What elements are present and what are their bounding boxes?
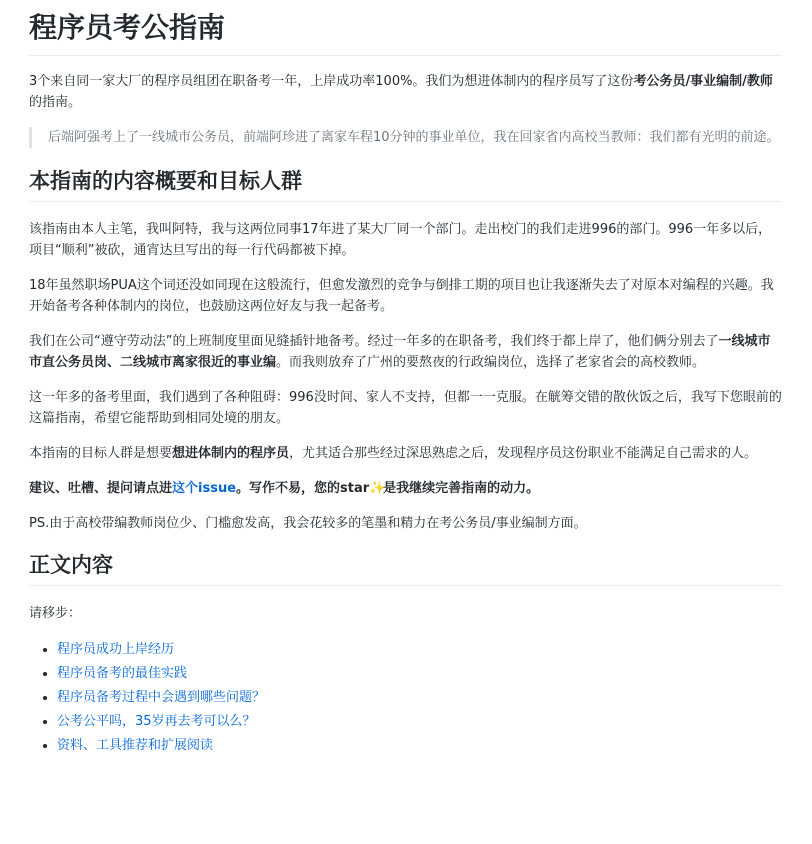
issue-link-label: 这个issue [172, 481, 237, 496]
chapter-link-list [29, 638, 782, 758]
body-lead: 请移步： [29, 606, 82, 621]
chapter-link-resources[interactable]: 资料、工具推荐和扩展阅读 [57, 738, 214, 753]
p3-bold-1: 一线城市市直公务员岗 [29, 334, 771, 370]
scope-paragraph-4: 这一年多的备考里面，我们遇到了各种阻碍：996没时间、家人不支持，但都一一克服。在觥筹交错的散伙饭之后，我写下您眼前的这篇指南，希望它能帮助到相同处境的朋友。 [29, 390, 782, 426]
p5-text-a: 本指南的目标人群是想要 [29, 446, 173, 461]
quote-text: 后端阿强考上了一线城市公务员，前端阿珍进了离家车程10分钟的事业单位，我在回家省内高校当教师：我们都有光明的前途。 [48, 130, 780, 145]
list-item [57, 734, 782, 758]
page-title: 程序员考公指南 [29, 0, 782, 56]
scope-paragraph-1: 该指南由本人主笔，我叫阿特，我与这两位同事17年进了某大厂同一个部门。走出校门的我们走进996的部门。996一年多以后，项目“顺利”被砍，通宵达旦写出的每一行代码都被下掉。 [29, 222, 772, 258]
section-heading-scope: 本指南的内容概要和目标人群 [29, 166, 782, 202]
quote-block [29, 127, 782, 148]
p3-text-c: 。而我则放弃了广州的要熬夜的行政编岗位，选择了老家省会的高校教师。 [276, 355, 706, 370]
chapter-link-best-practice[interactable]: 程序员备考的最佳实践 [57, 666, 188, 681]
p5-bold: 想进体制内的程序员 [172, 446, 290, 461]
scope-paragraph-5 [29, 443, 782, 464]
section-heading-body: 正文内容 [29, 550, 782, 586]
list-item [57, 686, 782, 710]
list-item [57, 638, 782, 662]
sparkles-icon: ✨ [369, 481, 386, 496]
p6-text-c: 是我继续完善指南的动力。 [383, 481, 540, 496]
p6-text-b: 。写作不易，您的star [236, 481, 370, 496]
list-item [57, 662, 782, 686]
p3-bold-2: 二线城市离家很近的事业编 [120, 355, 277, 370]
chapter-link-success[interactable]: 程序员成功上岸经历 [57, 642, 175, 657]
intro-text-1: 3个来自同一家大厂的程序员组团在职备考一年，上岸成功率100%。我们为想进体制内的程序员写了这份 [29, 74, 634, 89]
ps-paragraph: PS.由于高校带编教师岗位少、门槛愈发高，我会花较多的笔墨和精力在考公务员/事业编制方面。 [29, 516, 587, 531]
intro-text-2: 的指南。 [29, 95, 82, 110]
p3-text-a: 我们在公司“遵守劳动法”的上班制度里面见缝插针地备考。经过一年多的在职备考，我们终于都上岸了，他们俩分别去了 [29, 334, 719, 349]
feedback-paragraph [29, 478, 782, 499]
intro-paragraph [29, 71, 782, 113]
scope-paragraph-2: 18年虽然职场PUA这个词还没如同现在这般流行，但愈发激烈的竞争与倒排工期的项目也让我逐渐失去了对原本对编程的兴趣。我开始备考各种体制内的岗位，也鼓励这两位好友与我一起备考。 [29, 278, 774, 314]
p3-sep: 、 [107, 355, 121, 370]
chapter-link-problems[interactable]: 程序员备考过程中会遇到哪些问题？ [57, 690, 266, 705]
issue-link[interactable] [172, 481, 236, 496]
scope-paragraph-3 [29, 331, 782, 373]
list-item [57, 710, 782, 734]
intro-bold: 考公务员/事业编制/教师 [633, 74, 773, 89]
p5-text-b: ，尤其适合那些经过深思熟虑之后，发现程序员这份职业不能满足自己需求的人。 [289, 446, 758, 461]
chapter-link-fairness[interactable]: 公考公平吗，35岁再去考可以么？ [57, 714, 256, 729]
p6-text-a: 建议、吐槽、提问请点进 [29, 481, 173, 496]
